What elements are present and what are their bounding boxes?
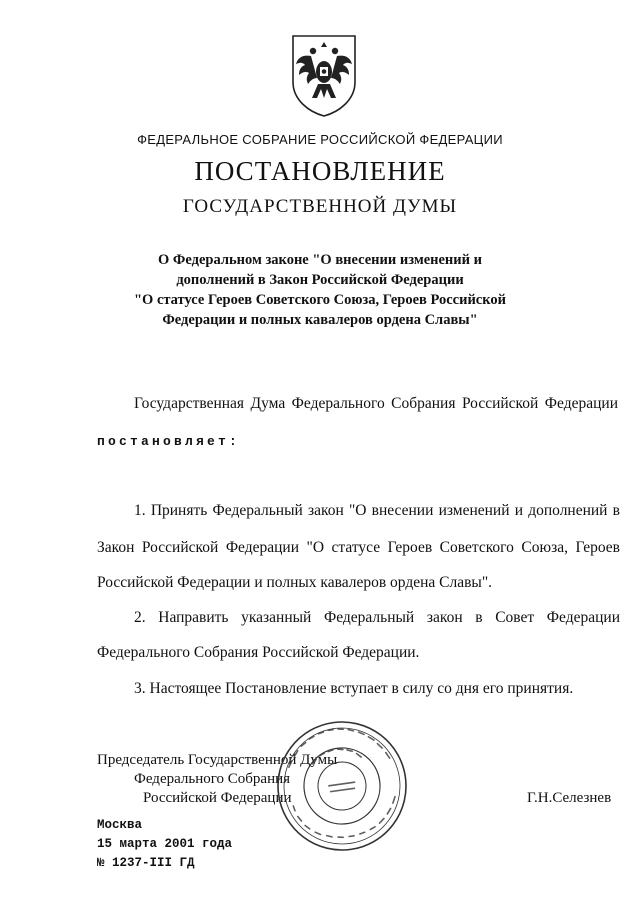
item-2-line: 2. Направить указанный Федеральный закон в Совет Федерации xyxy=(134,609,620,626)
preamble: Государственная Дума Федерального Собрания Российской Федерации xyxy=(134,395,618,412)
law-title-line: О Федеральном законе "О внесении изменений и xyxy=(158,252,482,268)
item-1-line: Российской Федерации и полных кавалеров ордена Славы". xyxy=(97,574,493,591)
signatory-position-line: Российской Федерации xyxy=(143,790,292,806)
law-title-line: Федерации и полных кавалеров ордена Славы" xyxy=(162,312,478,328)
signatory-position-line: Председатель Государственной Думы xyxy=(97,752,338,768)
decides-word: постановляет: xyxy=(97,434,241,449)
organization-name: ФЕДЕРАЛЬНОЕ СОБРАНИЕ РОССИЙСКОЙ ФЕДЕРАЦИИ xyxy=(137,132,503,147)
date: 15 марта 2001 года xyxy=(97,837,233,851)
round-stamp-icon xyxy=(272,716,412,856)
place: Москва xyxy=(97,818,143,832)
law-title xyxy=(100,250,540,330)
document-subtitle: ГОСУДАРСТВЕННОЙ ДУМЫ xyxy=(182,196,458,217)
law-title-line: "О статусе Героев Советского Союза, Героев Российской xyxy=(133,292,507,308)
document-title: ПОСТАНОВЛЕНИЕ xyxy=(194,156,446,186)
item-2-line: Федерального Собрания Российской Федерации. xyxy=(97,644,420,661)
document-number: № 1237-III ГД xyxy=(97,856,195,870)
signatory-name: Г.Н.Селезнев xyxy=(527,790,612,806)
law-title-line: дополнений в Закон Российской Федерации xyxy=(176,272,464,288)
item-1-line: 1. Принять Федеральный закон "О внесении изменений и дополнений в xyxy=(134,502,620,519)
double-headed-eagle-icon xyxy=(289,34,359,118)
item-1-line: Закон Российской Федерации "О статусе Героев Советского Союза, Героев xyxy=(97,539,620,556)
item-3-line: 3. Настоящее Постановление вступает в силу со дня его принятия. xyxy=(134,680,574,697)
signatory-position-line: Федерального Собрания xyxy=(134,771,291,787)
